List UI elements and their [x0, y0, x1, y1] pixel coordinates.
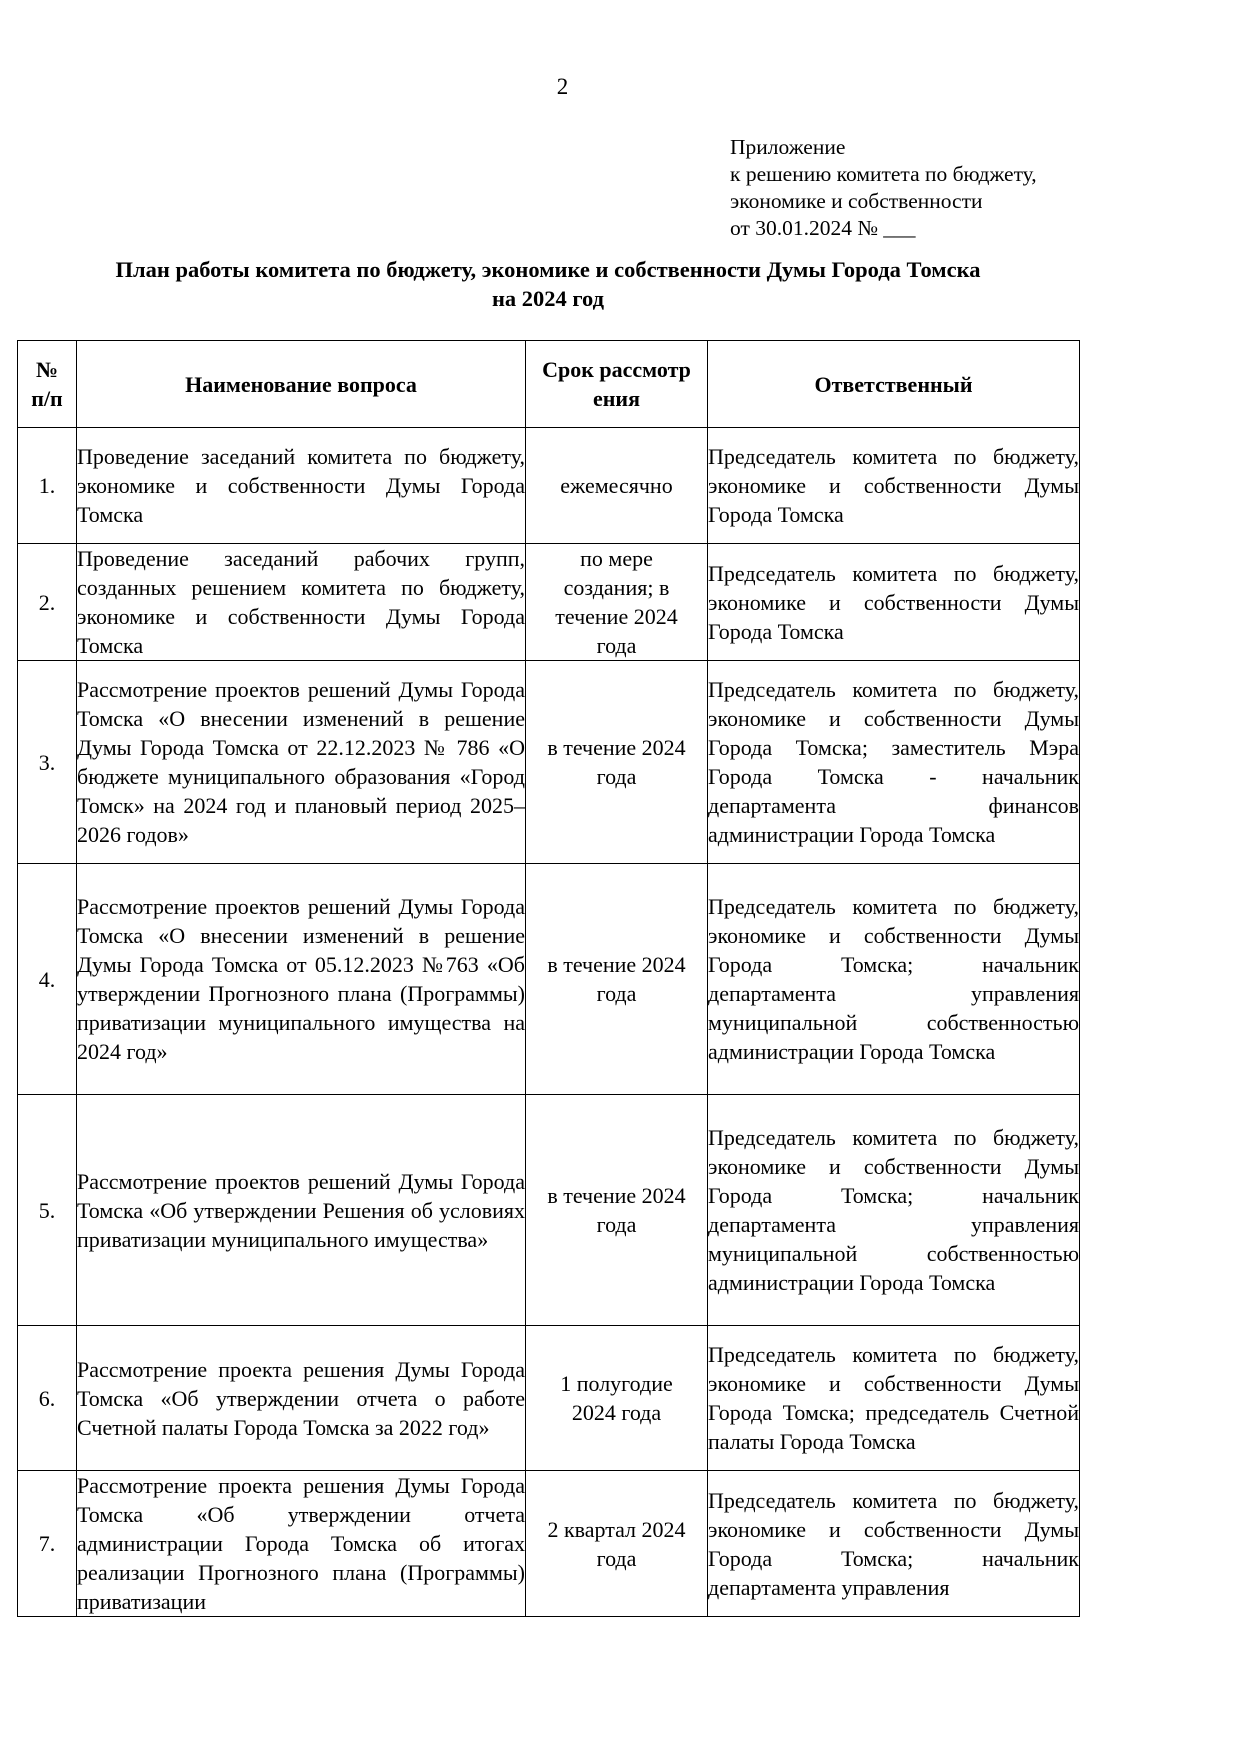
appendix-line: к решению комитета по бюджету, — [730, 162, 1037, 186]
header-term: Срок рассмотрения — [526, 341, 708, 428]
row-question: Рассмотрение проекта решения Думы Города Томска «Об утверждении отчета администрации Города Томска об итогах реализации Прогнозного плана (Программы) приватизации — [77, 1471, 526, 1617]
appendix-block — [730, 134, 1037, 242]
table-row — [18, 864, 1080, 1095]
table-row — [18, 544, 1080, 661]
title-line: на 2024 год — [491, 286, 605, 311]
row-term: в течение 2024 года — [526, 661, 708, 864]
document-title — [18, 255, 1078, 313]
row-responsible: Председатель комитета по бюджету, экономике и собственности Думы Города Томска; председатель Счетной палаты Города Томска — [708, 1326, 1080, 1471]
row-question: Проведение заседаний комитета по бюджету, экономике и собственности Думы Города Томска — [77, 428, 526, 544]
header-number: № п/п — [18, 341, 77, 428]
appendix-line: от 30.01.2024 № ___ — [730, 216, 916, 240]
row-responsible: Председатель комитета по бюджету, экономике и собственности Думы Города Томска; начальник департамента управления — [708, 1471, 1080, 1617]
table-row — [18, 1471, 1080, 1617]
row-number: 4. — [18, 864, 77, 1095]
work-plan-table — [17, 340, 1080, 1617]
row-number: 5. — [18, 1095, 77, 1326]
table-row — [18, 1095, 1080, 1326]
row-responsible: Председатель комитета по бюджету, экономике и собственности Думы Города Томска — [708, 544, 1080, 661]
title-line: План работы комитета по бюджету, экономике и собственности Думы Города Томска — [115, 257, 981, 282]
row-number: 7. — [18, 1471, 77, 1617]
row-responsible: Председатель комитета по бюджету, экономике и собственности Думы Города Томска; заместитель Мэра Города Томска - начальник департамента финансов администрации Города Томска — [708, 661, 1080, 864]
row-responsible: Председатель комитета по бюджету, экономике и собственности Думы Города Томска — [708, 428, 1080, 544]
row-term: 2 квартал 2024 года — [526, 1471, 708, 1617]
row-question: Рассмотрение проектов решений Думы Города Томска «Об утверждении Решения об условиях приватизации муниципального имущества» — [77, 1095, 526, 1326]
table-row — [18, 428, 1080, 544]
page-number: 2 — [556, 74, 569, 99]
table-row — [18, 1326, 1080, 1471]
row-question: Проведение заседаний рабочих групп, созданных решением комитета по бюджету, экономике и собственности Думы Города Томска — [77, 544, 526, 661]
row-term: в течение 2024 года — [526, 864, 708, 1095]
appendix-line: Приложение — [730, 135, 846, 159]
row-number: 1. — [18, 428, 77, 544]
row-term: по мере создания; в течение 2024 года — [526, 544, 708, 661]
row-term: ежемесячно — [526, 428, 708, 544]
header-question: Наименование вопроса — [77, 341, 526, 428]
table-header-row — [18, 341, 1080, 428]
row-number: 3. — [18, 661, 77, 864]
row-question: Рассмотрение проектов решений Думы Города Томска «О внесении изменений в решение Думы Города Томска от 22.12.2023 № 786 «О бюджете муниципального образования «Город Томск» на 2024 год и плановый период 2025–2026 годов» — [77, 661, 526, 864]
header-responsible: Ответственный — [708, 341, 1080, 428]
table-row — [18, 661, 1080, 864]
row-question: Рассмотрение проекта решения Думы Города Томска «Об утверждении отчета о работе Счетной палаты Города Томска за 2022 год» — [77, 1326, 526, 1471]
row-question: Рассмотрение проектов решений Думы Города Томска «О внесении изменений в решение Думы Города Томска от 05.12.2023 №763 «Об утверждении Прогнозного плана (Программы) приватизации муниципального имущества на 2024 год» — [77, 864, 526, 1095]
row-term: 1 полугодие 2024 года — [526, 1326, 708, 1471]
appendix-line: экономике и собственности — [730, 189, 983, 213]
row-term: в течение 2024 года — [526, 1095, 708, 1326]
row-number: 6. — [18, 1326, 77, 1471]
row-responsible: Председатель комитета по бюджету, экономике и собственности Думы Города Томска; начальник департамента управления муниципальной собственностью администрации Города Томска — [708, 1095, 1080, 1326]
row-number: 2. — [18, 544, 77, 661]
row-responsible: Председатель комитета по бюджету, экономике и собственности Думы Города Томска; начальник департамента управления муниципальной собственностью администрации Города Томска — [708, 864, 1080, 1095]
